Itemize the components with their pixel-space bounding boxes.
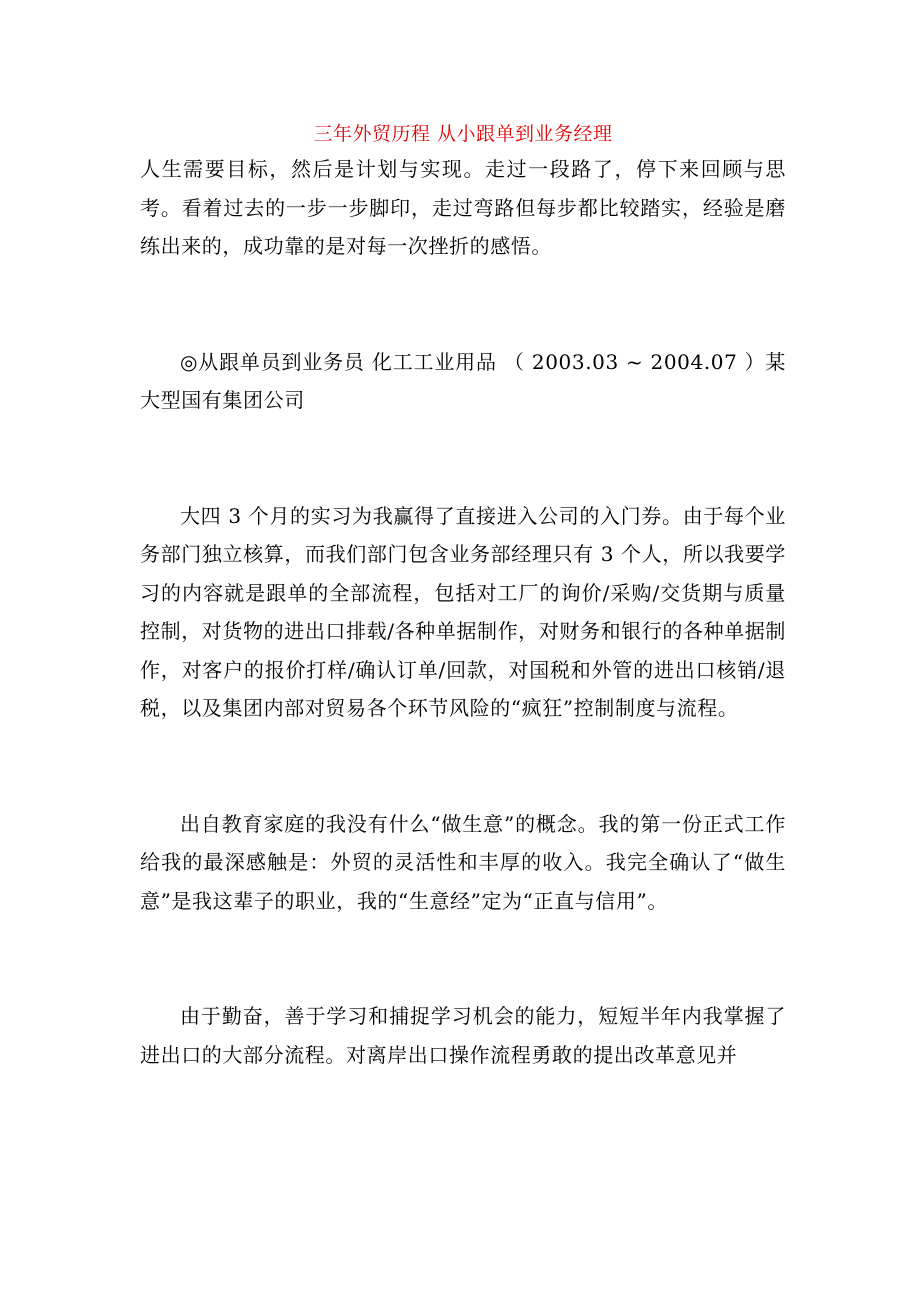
document-title: 三年外贸历程 从小跟单到业务经理	[313, 123, 613, 145]
paragraph-internship: 大四 3 个月的实习为我赢得了直接进入公司的入门券。由于每个业务部门独立核算，而我们部门包含业务部经理只有 3 个人，所以我要学习的内容就是跟单的全部流程，包括对工厂的询价/采购/交货期与质量控制，对货物的进出口排载/各种单据制作，对财务和银行的各种单据制作，对客户的报价打样/确认订单/回款，对国税和外管的进出口核销/退税，以及集团内部对贸易各个环节风险的“疯狂”控制制度与流程。	[140, 503, 786, 720]
paragraph-spacer	[140, 920, 786, 997]
paragraph-intro: 人生需要目标，然后是计划与实现。走过一段路了，停下来回顾与思考。看着过去的一步一步脚印，走过弯路但每步都比较踏实，经验是磨练出来的，成功靠的是对每一次挫折的感悟。	[140, 157, 786, 258]
paragraph-spacer	[140, 420, 786, 497]
paragraph-first-job: 出自教育家庭的我没有什么“做生意”的概念。我的第一份正式工作给我的最深感触是：外贸的灵活性和丰厚的收入。我完全确认了“做生意”是我这辈子的职业，我的“生意经”定为“正直与信用”。	[140, 811, 786, 913]
document-page	[140, 118, 786, 1074]
paragraph-section-heading: ◎从跟单员到业务员 化工工业用品 （ 2003.03 ~ 2004.07 ）某大型国有集团公司	[140, 349, 786, 412]
paragraph-diligence: 由于勤奋，善于学习和捕捉学习机会的能力，短短半年内我掌握了进出口的大部分流程。对离岸出口操作流程勇敢的提出改革意见并	[140, 1004, 786, 1067]
paragraph-spacer	[140, 728, 786, 805]
paragraph-spacer	[140, 266, 786, 343]
